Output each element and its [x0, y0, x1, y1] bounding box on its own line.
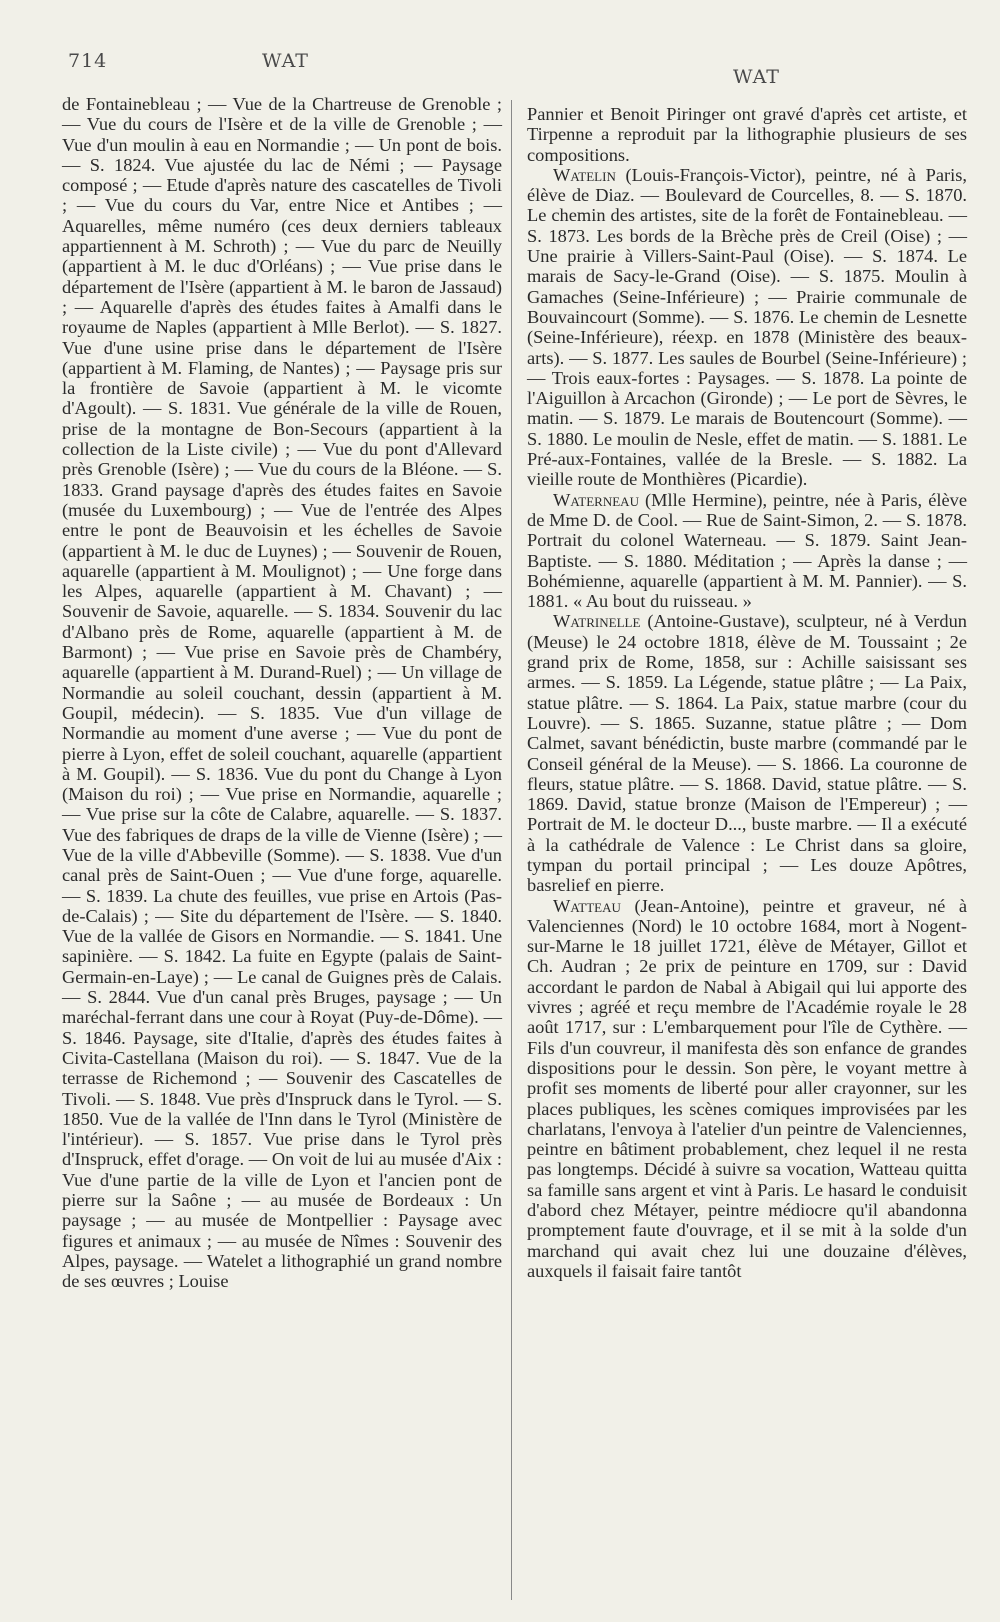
- page-number: 714: [68, 50, 108, 72]
- right-column: [527, 104, 967, 1281]
- entry-text: (Louis-François-Victor), peintre, né à Paris, élève de Diaz. — Boulevard de Courcelles, 8. — S. 1870. Le chemin des artistes, site de la forêt de Fontainebleau. — S. 1873. Les bords de la Brèche près de Creil (Oise) ; — Une prairie à Villers-Saint-Paul (Oise). — S. 1874. Le marais de Sacy-le-Grand (Oise). — S. 1875. Moulin à Gamaches (Seine-Inférieure) ; — Prairie communale de Bouvaincourt (Somme). — S. 1876. Le chemin de Lesnette (Seine-Inférieure), réexp. en 1878 (Ministère des beaux-arts). — S. 1877. Les saules de Bourbel (Seine-Inférieure) ; — Trois eaux-fortes : Paysages. — S. 1878. La pointe de l'Aiguillon à Arcachon (Gironde) ; — Le port de Sèvres, le matin. — S. 1879. Le marais de Boutencourt (Somme). — S. 1880. Le moulin de Nesle, effet de matin. — S. 1881. Le Pré-aux-Fontaines, vallée de la Bresle. — S. 1882. La vieille route de Monthières (Picardie).: [527, 164, 967, 490]
- running-head-left: WAT: [262, 50, 309, 72]
- entry-name: Watrinelle: [553, 611, 641, 632]
- entry-text: (Antoine-Gustave), sculpteur, né à Verdun (Meuse) le 24 octobre 1818, élève de M. Toussaint ; 2e grand prix de Rome, 1858, sur : Achille saisissant ses armes. — S. 1859. La Légende, statue plâtre ; — La Paix, statue plâtre. — S. 1864. La Paix, statue marbre (cour du Louvre). — S. 1865. Suzanne, statue plâtre ; — Dom Calmet, savant bénédictin, buste marbre (commandé par le Conseil général de la Meuse). — S. 1866. La couronne de fleurs, statue plâtre. — S. 1868. David, statue plâtre. — S. 1869. David, statue bronze (Maison de l'Empereur) ; — Portrait de M. le docteur D..., buste marbre. — Il a exécuté à la cathédrale de Valence : Le Christ dans sa gloire, tympan du portail principal ; — Les douze Apôtres, basrelief en pierre.: [527, 611, 967, 896]
- entry-name: Watteau: [553, 895, 621, 916]
- entry-name: Watelin: [553, 164, 616, 185]
- entry-text: (Jean-Antoine), peintre et graveur, né à Valenciennes (Nord) le 10 octobre 1684, mort à Nogent-sur-Marne le 18 juillet 1721, élève de Métayer, Gillot et Ch. Audran ; 2e prix de peinture en 1709, sur : David accordant le pardon de Nabal à Abigail qui lui apporte des vivres ; agréé et reçu membre de l'Académie royale le 28 août 1717, sur : L'embarquement pour l'île de Cythère. — Fils d'un couvreur, il manifesta dès son enfance de grandes dispositions pour le dessin. Son père, le voyant mettre à profit ses moments de liberté pour aller crayonner, sur les places publiques, les scènes comiques improvisées par les charlatans, l'envoya à l'atelier d'un peintre de Valenciennes, peintre en bâtiment probablement, chez lequel il ne resta pas longtemps. Décidé à suivre sa vocation, Watteau quitta sa famille sans argent et vint à Paris. Le hasard le conduisit d'abord chez Métayer, peintre médiocre qu'il abandonna promptement faute d'ouvrage, et il se mit à la solde d'un marchand qui avait chez lui une douzaine d'élèves, auxquels il faisait faire tantôt: [527, 895, 967, 1281]
- entry-name: Waterneau: [553, 489, 639, 510]
- column-divider: [511, 100, 512, 1600]
- entry-watteau: [527, 896, 967, 1282]
- entry-watelin: [527, 165, 967, 490]
- continuation-paragraph: Pannier et Benoit Piringer ont gravé d'après cet artiste, et Tirpenne a reproduit par la lithographie plusieurs de ses compositions.: [527, 104, 967, 165]
- entry-text: (Mlle Hermine), peintre, née à Paris, élève de Mme D. de Cool. — Rue de Saint-Simon, 2. — S. 1878. Portrait du colonel Waterneau. — S. 1879. Saint Jean-Baptiste. — S. 1880. Méditation ; — Après la danse ; — Bohémienne, aquarelle (appartient à M. M. Pannier). — S. 1881. « Au bout du ruisseau. »: [527, 489, 967, 612]
- entry-watrinelle: [527, 611, 967, 895]
- entry-waterneau: [527, 490, 967, 612]
- left-column-text: de Fontainebleau ; — Vue de la Chartreuse de Grenoble ; — Vue du cours de l'Isère et de la ville de Grenoble ; — Vue d'un moulin à eau en Normandie ; — Un pont de bois. — S. 1824. Vue ajustée du lac de Némi ; — Paysage composé ; — Etude d'après nature des cascatelles de Tivoli ; — Vue du cours du Var, entre Nice et Antibes ; — Aquarelles, même numéro (ces deux derniers tableaux appartiennent à M. Schroth) ; — Vue du parc de Neuilly (appartient à M. le duc d'Orléans) ; — Vue prise dans le département de l'Isère (appartient à M. le baron de Jassaud) ; — Aquarelle d'après des études faites à Amalfi dans le royaume de Naples (appartient à Mlle Berlot). — S. 1827. Vue d'une usine prise dans le département de l'Isère (appartient à M. Flaming, de Nantes) ; — Paysage pris sur la frontière de Savoie (appartient à M. le vicomte d'Agoult). — S. 1831. Vue générale de la ville de Rouen, prise de la montagne de Bon-Secours (appartient à la collection de la Liste civile) ; — Vue du pont d'Allevard près Grenoble (Isère) ; — Vue du cours de la Bléone. — S. 1833. Grand paysage d'après des études faites en Savoie (musée du Luxembourg) ; — Vue de l'entrée des Alpes entre le pont de Beauvoisin et les échelles de Savoie (appartient à M. le duc de Luynes) ; — Souvenir de Rouen, aquarelle (appartient à M. Moulignot) ; — Une forge dans les Alpes, aquarelle (appartient à M. Chavant) ; — Souvenir de Savoie, aquarelle. — S. 1834. Souvenir du lac d'Albano près de Rome, aquarelle (appartient à M. de Barmont) ; — Vue prise en Savoie près de Chambéry, aquarelle (appartient à M. Durand-Ruel) ; — Un village de Normandie au soleil couchant, dessin (appartient à M. Goupil, médecin). — S. 1835. Vue d'un village de Normandie au moment d'une averse ; — Vue du pont de pierre à Lyon, effet de soleil couchant, aquarelle (appartient à M. Goupil). — S. 1836. Vue du pont du Change à Lyon (Maison du roi) ; — Vue prise en Normandie, aquarelle ; — Vue prise sur la côte de Calabre, aquarelle. — S. 1837. Vue des fabriques de draps de la ville de Vienne (Isère) ; — Vue de la ville d'Abbeville (Somme). — S. 1838. Vue d'un canal près de Saint-Ouen ; — Vue d'une forge, aquarelle. — S. 1839. La chute des feuilles, vue prise en Artois (Pas-de-Calais) ; — Site du département de l'Isère. — S. 1840. Vue de la vallée de Gisors en Normandie. — S. 1841. Une sapinière. — S. 1842. La fuite en Egypte (palais de Saint-Germain-en-Laye) ; — Le canal de Guignes près de Calais. — S. 2844. Vue d'un canal près Bruges, paysage ; — Un maréchal-ferrant dans une cour à Royat (Puy-de-Dôme). — S. 1846. Paysage, site d'Italie, d'après des études faites à Civita-Castellana (Maison du roi). — S. 1847. Vue de la terrasse de Richemond ; — Souvenir des Cascatelles de Tivoli. — S. 1848. Vue près d'Inspruck dans le Tyrol. — S. 1850. Vue de la vallée de l'Inn dans le Tyrol (Ministère de l'intérieur). — S. 1857. Vue prise dans le Tyrol près d'Inspruck, effet d'orage. — On voit de lui au musée d'Aix : Vue d'une partie de la ville de Lyon et l'ancien pont de pierre sur la Saône ; — au musée de Bordeaux : Un paysage ; — au musée de Montpellier : Paysage avec figures et animaux ; — au musée de Nîmes : Souvenir des Alpes, paysage. — Watelet a lithographié un grand nombre de ses œuvres ; Louise: [62, 94, 502, 1292]
- running-head-right: WAT: [733, 66, 780, 88]
- left-column: [62, 94, 502, 1292]
